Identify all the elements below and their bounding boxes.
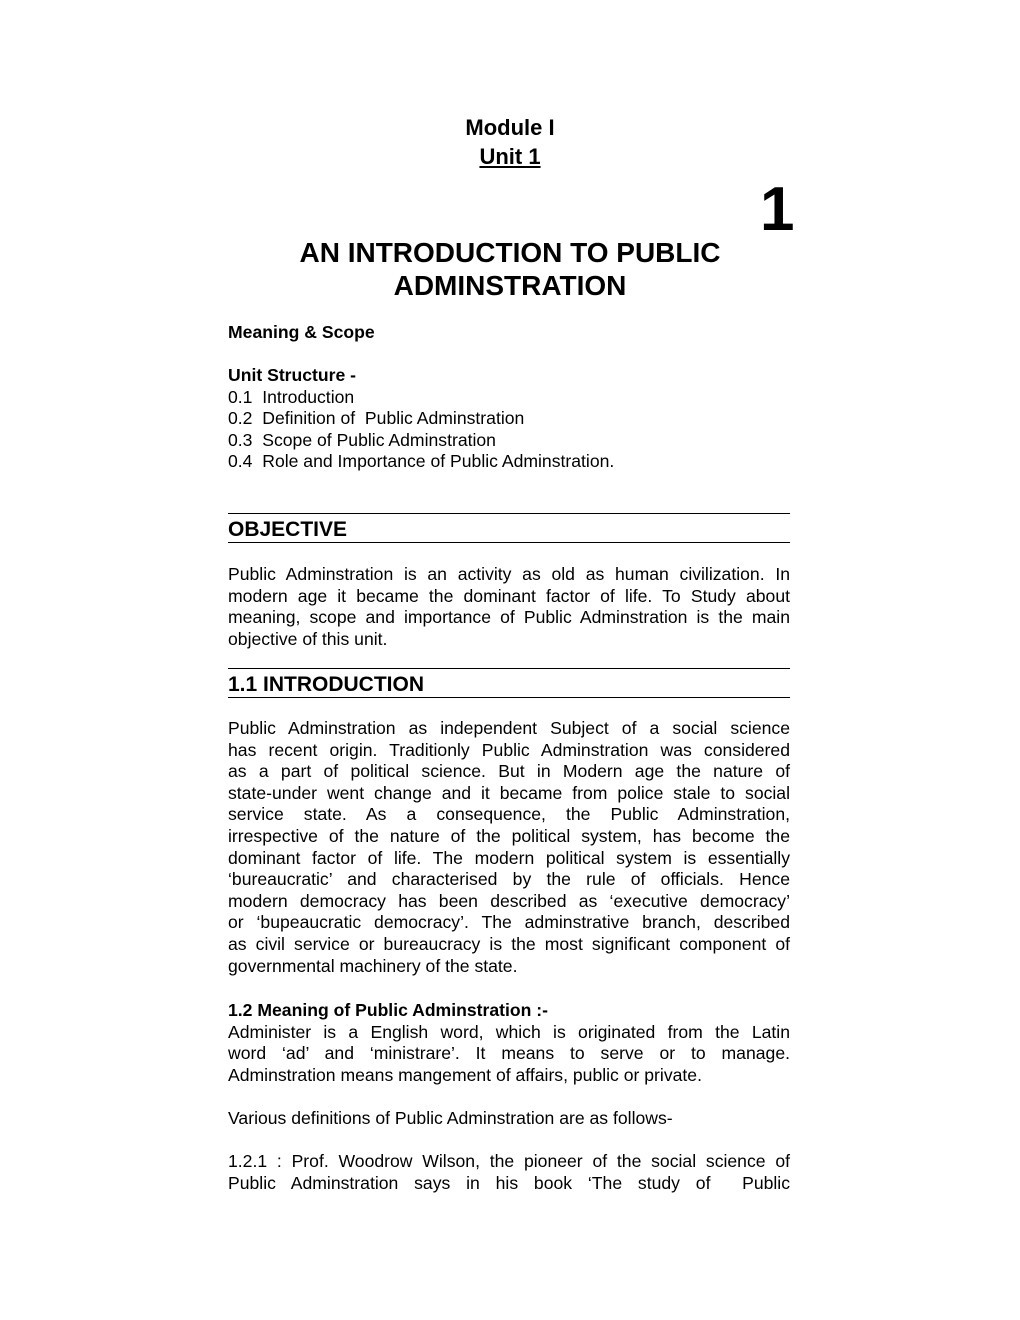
unit-label: Unit 1 <box>479 144 541 169</box>
meaning-heading: 1.2 Meaning of Public Adminstration :- <box>228 1000 548 1020</box>
text-line: Public Adminstration says in his book ‘The study of Public <box>228 1172 790 1193</box>
objective-paragraph <box>228 564 790 650</box>
unit-structure-heading: Unit Structure - <box>228 365 357 385</box>
definitions-intro: Various definitions of Public Adminstration are as follows- <box>228 1107 673 1128</box>
text-line: Public Adminstration is an activity as old as human civilization. In <box>228 564 790 584</box>
text-line: modern democracy has been described as ‘executive democracy’ <box>228 890 790 911</box>
divider <box>228 697 790 698</box>
divider <box>228 513 790 514</box>
text-line: irrespective of the nature of the political system, has become the <box>228 825 790 846</box>
divider <box>228 668 790 669</box>
text-line: service state. As a consequence, the Public Adminstration, <box>228 804 790 825</box>
text-line: Administer is a English word, which is originated from the Latin <box>228 1021 790 1042</box>
text-line: word ‘ad’ and ‘ministrare’. It means to serve or to manage. <box>228 1043 790 1064</box>
text-line: governmental machinery of the state. <box>228 955 518 976</box>
text-line: Adminstration means mangement of affairs, public or private. <box>228 1064 702 1085</box>
text-line: or ‘bupeaucratic democracy’. The adminstrative branch, described <box>228 912 790 933</box>
text-line: modern age it became the dominant factor of life. To Study about <box>228 585 790 606</box>
structure-item: 0.4 Role and Importance of Public Adminstration. <box>228 451 615 472</box>
page-title-line-2: ADMINSTRATION <box>393 270 627 301</box>
page-title-line-1: AN INTRODUCTION TO PUBLIC <box>299 237 721 268</box>
text-line: meaning, scope and importance of Public Adminstration is the main <box>228 607 790 628</box>
text-line: state-under went change and it became from police stale to social <box>228 782 790 803</box>
divider <box>228 542 790 543</box>
structure-item: 0.2 Definition of Public Adminstration <box>228 408 525 429</box>
introduction-heading: 1.1 INTRODUCTION <box>228 673 425 696</box>
text-line: dominant factor of life. The modern political system is essentially <box>228 847 790 868</box>
objective-heading: OBJECTIVE <box>228 518 348 541</box>
text-line: Public Adminstration as independent Subject of a social science <box>228 718 790 738</box>
unit-structure <box>228 365 790 473</box>
text-line: has recent origin. Traditionly Public Adminstration was considered <box>228 739 790 760</box>
text-line: as a part of political science. But in Modern age the nature of <box>228 761 790 782</box>
module-label: Module I <box>465 115 555 140</box>
introduction-paragraph <box>228 718 790 977</box>
structure-item: 0.1 Introduction <box>228 386 355 407</box>
text-line: 1.2.1 : Prof. Woodrow Wilson, the pioneer of the social science of <box>228 1151 790 1172</box>
text-line: as civil service or bureaucracy is the most significant component of <box>228 933 790 954</box>
text-line: ‘bureaucratic’ and characterised by the rule of officials. Hence <box>228 869 790 890</box>
meaning-section <box>228 1000 790 1194</box>
structure-item: 0.3 Scope of Public Adminstration <box>228 429 496 450</box>
text-line: objective of this unit. <box>228 628 388 649</box>
chapter-number: 1 <box>760 175 795 244</box>
subtitle: Meaning & Scope <box>228 322 375 342</box>
